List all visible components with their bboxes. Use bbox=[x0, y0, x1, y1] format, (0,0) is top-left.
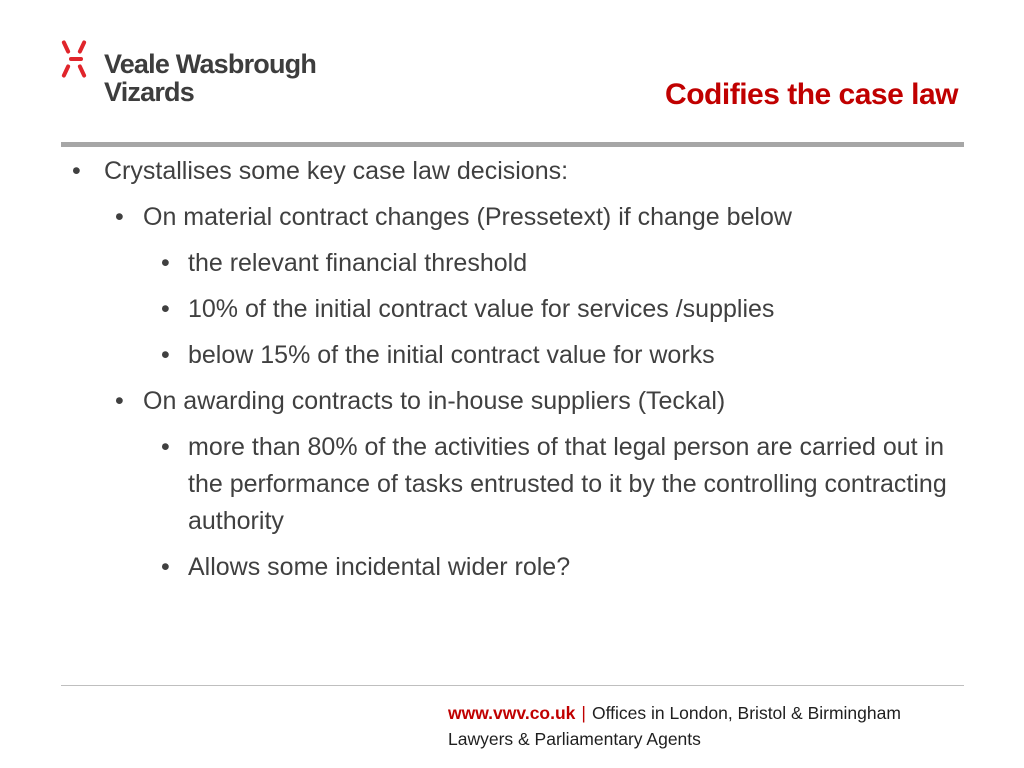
bullet-text: On awarding contracts to in-house suppliers (Teckal) bbox=[143, 387, 726, 415]
footer-tagline: Lawyers & Parliamentary Agents bbox=[448, 729, 701, 749]
bullet-item bbox=[158, 291, 968, 328]
footer-line1 bbox=[448, 700, 901, 726]
bullet-text: On material contract changes (Pressetext) if change below bbox=[143, 203, 792, 231]
bullet-text: more than 80% of the activities of that legal person are carried out in the performance of tasks entrusted to it by the controlling contracting authority bbox=[188, 433, 947, 535]
bullet-icon: • bbox=[161, 295, 170, 323]
bullet-item bbox=[112, 199, 792, 236]
bullet-icon: • bbox=[161, 341, 170, 369]
bullet-text: Allows some incidental wider role? bbox=[188, 553, 571, 581]
company-name bbox=[104, 50, 316, 106]
bullet-icon: • bbox=[161, 553, 170, 581]
bullet-icon: • bbox=[72, 157, 81, 185]
bullet-icon: • bbox=[161, 249, 170, 277]
bullet-item bbox=[158, 429, 968, 540]
company-name-line1: Veale Wasbrough bbox=[104, 49, 317, 79]
company-name-line2: Vizards bbox=[104, 77, 194, 107]
footer bbox=[448, 700, 901, 752]
bullet-item bbox=[112, 383, 725, 420]
bullet-icon: • bbox=[115, 387, 124, 415]
bullet-text: below 15% of the initial contract value for works bbox=[188, 341, 715, 369]
offices-text: Offices in London, Bristol & Birmingham bbox=[591, 703, 901, 723]
bullet-item bbox=[158, 549, 968, 586]
bullet-icon: • bbox=[161, 433, 170, 461]
bullet-text: 10% of the initial contract value for services /supplies bbox=[188, 295, 775, 323]
title-divider bbox=[61, 142, 964, 147]
footer-separator: | bbox=[581, 703, 586, 723]
bullet-item bbox=[158, 245, 968, 282]
bullet-text: the relevant financial threshold bbox=[188, 249, 528, 277]
company-logo bbox=[58, 38, 318, 108]
website-link[interactable]: www.vwv.co.uk bbox=[448, 703, 576, 723]
bullet-item bbox=[158, 337, 968, 374]
logo-mark-icon bbox=[58, 38, 102, 82]
bullet-item bbox=[68, 153, 568, 190]
footer-divider bbox=[61, 685, 964, 686]
bullet-icon: • bbox=[115, 203, 124, 231]
slide-title: Codifies the case law bbox=[665, 78, 958, 111]
bullet-text: Crystallises some key case law decisions: bbox=[104, 157, 569, 185]
